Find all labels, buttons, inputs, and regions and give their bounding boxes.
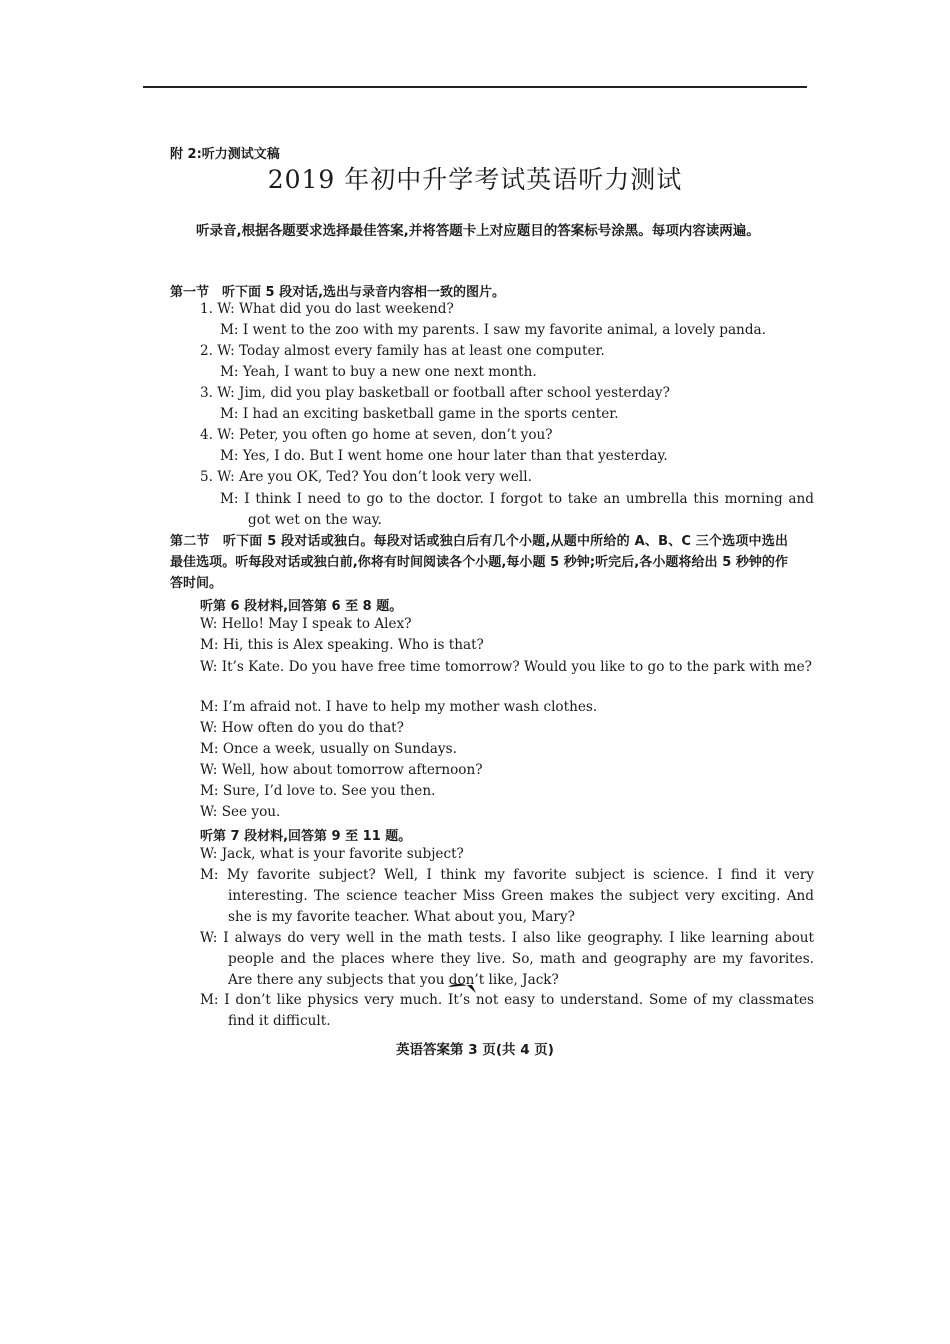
ink-smudge: [446, 977, 482, 997]
dialogue-line: 1. W: What did you do last weekend?: [200, 301, 454, 317]
dialogue-line: M: Sure, I’d love to. See you then.: [200, 783, 436, 799]
dialogue-line: 4. W: Peter, you often go home at seven, don’t you?: [200, 427, 553, 443]
page-title: 2019 年初中升学考试英语听力测试: [267, 165, 683, 194]
dialogue-line: W: Jack, what is your favorite subject?: [200, 846, 464, 862]
dialogue-line: M: Yes, I do. But I went home one hour later than that yesterday.: [220, 448, 668, 464]
dialogue-line: M: I think I need to go to the doctor. I forgot to take an umbrella this morning and got wet on the way.: [220, 491, 814, 528]
dialogue-line: W: Well, how about tomorrow afternoon?: [200, 762, 483, 778]
intro-instructions: 听录音,根据各题要求选择最佳答案,并将答题卡上对应题目的答案标号涂黑。每项内容读两遍。: [196, 223, 760, 239]
dialogue-line: W: It’s Kate. Do you have free time tomorrow? Would you like to go to the park with me?: [200, 659, 812, 675]
dialogue-line: W: Hello! May I speak to Alex?: [200, 616, 412, 632]
dialogue-line: W: See you.: [200, 804, 281, 820]
part7-heading: 听第 7 段材料,回答第 9 至 11 题。: [200, 829, 412, 844]
part6-heading: 听第 6 段材料,回答第 6 至 8 题。: [200, 599, 403, 614]
dialogue-line: M: Yeah, I want to buy a new one next month.: [220, 364, 537, 380]
section1-heading: 第一节 听下面 5 段对话,选出与录音内容相一致的图片。: [170, 285, 506, 300]
dialogue-line: M: Hi, this is Alex speaking. Who is that?: [200, 637, 484, 653]
dialogue-line: M: I had an exciting basketball game in the sports center.: [220, 406, 619, 422]
page-footer: 英语答案第 3 页(共 4 页): [396, 1042, 554, 1058]
dialogue-line: 2. W: Today almost every family has at least one computer.: [200, 343, 605, 359]
section2-heading: 第二节 听下面 5 段对话或独白。每段对话或独白后有几个小题,从题中所给的 A、B、C 三个选项中选出最佳选项。听每段对话或独白前,你将有时间阅读各个小题,每小题 5 秒钟;听完后,各小题将给出 5 秒钟的作答时间。: [170, 534, 788, 591]
dialogue-line: W: I always do very well in the math tests. I also like geography. I like learning about people and the places where they live. So, math and geography are my favorites. Are there any subjects that you don’t like, Jack?: [200, 930, 815, 988]
dialogue-line: 3. W: Jim, did you play basketball or football after school yesterday?: [200, 385, 670, 401]
dialogue-line: 5. W: Are you OK, Ted? You don’t look very well.: [200, 469, 532, 485]
dialogue-line: M: I’m afraid not. I have to help my mother wash clothes.: [200, 699, 598, 715]
dialogue-line: M: I don’t like physics very much. It’s not easy to understand. Some of my classmates find it difficult.: [200, 992, 814, 1029]
top-rule: [143, 86, 807, 88]
dialogue-line: M: I went to the zoo with my parents. I saw my favorite animal, a lovely panda.: [220, 322, 766, 338]
dialogue-line: M: My favorite subject? Well, I think my favorite subject is science. I find it very interesting. The science teacher Miss Green makes the subject very exciting. And she is my favorite teacher. What about you, Mary?: [200, 867, 814, 925]
appendix-label: 附 2:听力测试文稿: [170, 147, 280, 162]
dialogue-line: W: How often do you do that?: [200, 720, 404, 736]
dialogue-line: M: Once a week, usually on Sundays.: [200, 741, 457, 757]
